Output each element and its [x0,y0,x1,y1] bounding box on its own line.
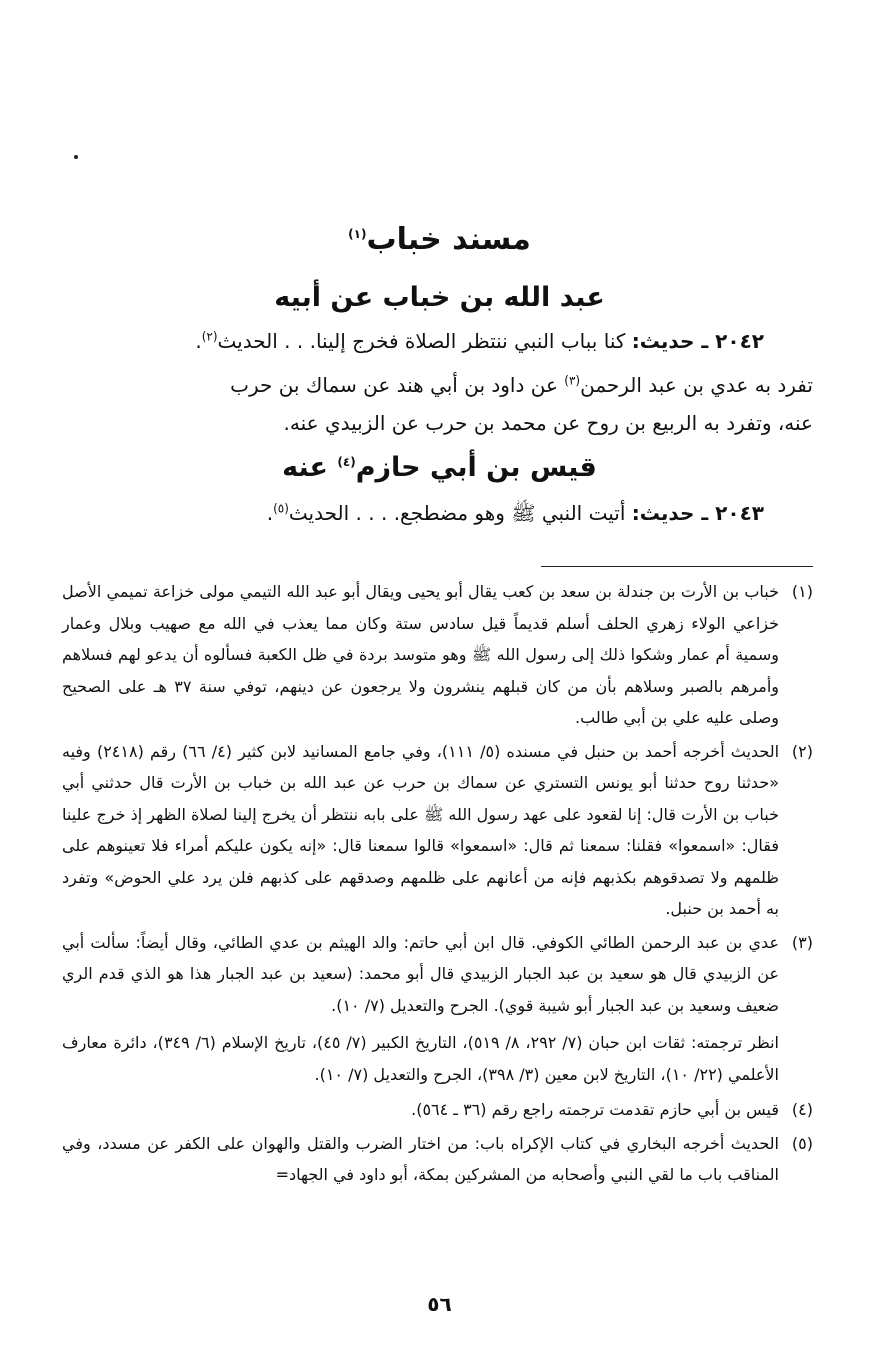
hadith-2042 [60,326,764,356]
hadith-number: ٢٠٤٣ ـ حديث: [631,501,764,525]
footnote-number: (١) [791,582,813,601]
footnote-2 [62,736,813,925]
section2-text: قيس بن أبي حازم [355,452,597,483]
footnote-number: (٤) [791,1100,813,1119]
footnote-text: عدي بن عبد الرحمن الطائي الكوفي. قال ابن أبي حاتم: والد الهيثم بن عدي الطائي، وقال أيضاً: سألت أبي عن الزبيدي قال هو سعيد بن عبد الجبار الزبيدي قال أبو محمد: (سعيد بن عبد الجبار هذا هو الذي قدم الري ضعيف وسعيد بن عبد الجبار أبو شيبة قوي). الجرح والتعديل (٧/ ١٠). [62,932,779,1015]
section-heading-1: عبد الله بن خباب عن أبيه [274,282,605,313]
page-title [0,222,879,257]
hadith-text: كنا بباب النبي ننتظر الصلاة فخرج إلينا. . . الحديث [217,329,626,353]
footnote-1 [62,576,813,734]
footnote-5 [62,1128,813,1191]
title-footnote-ref: (١) [348,227,367,241]
narration-part-b: عن داود بن أبي هند عن سماك بن حرب [230,373,558,397]
hadith-tail: . [266,501,274,525]
narration-part-a: تفرد به عدي بن عبد الرحمن [580,373,813,397]
footnote-text: الحديث أخرجه البخاري في كتاب الإكراه باب: من اختار الضرب والقتل والهوان على الكفر عن مسدد، وفي المناقب باب ما لقي النبي وأصحابه من المشركين بمكة، أبو داود في الجهاد= [62,1133,779,1184]
footnote-text: خباب بن الأرت بن جندلة بن سعد بن كعب يقال أبو يحيى ويقال أبو عبد الله التيمي مولى خزاعة تميمي الأصل خزاعي الولاء زهري الحلف أسلم قديماً قيل سادس ستة وكان مما يعذب في الله مع صهيب وبلال وعمار وسمية أم عمار وشكوا ذلك إلى رسول الله ﷺ وهو متوسد بردة في ظل الكعبة فسألوه أن يدعو لهم فسلاهم وأمرهم بالصبر وسلاهم بأن من كان قبلهم ينشرون ولا يرجعون عن دينهم، توفي سنة ٣٧ هـ على الصحيح وصلى عليه علي بن أبي طالب. [62,582,779,727]
narration-line-2: عنه، وتفرد به الربيع بن روح عن محمد بن حرب عن الزبيدي عنه. [283,411,813,435]
footnote-4 [62,1094,813,1126]
footnote-3-continuation: انظر ترجمته: ثقات ابن حبان (٧/ ٢٩٢، ٨/ ٥١٩)، التاريخ الكبير (٧/ ٤٥)، تاريخ الإسلام (٦/ ٣٤٩)، دائرة معارف الأعلمي (٢٢/ ١٠)، التاريخ لابن معين (٣/ ٣٩٨)، الجرح والتعديل (٧/ ١٠). [62,1033,779,1084]
footnote-number: (٢) [791,741,813,761]
footnotes [62,576,813,1193]
footnote-3 [62,927,813,1022]
footnote-text: الحديث أخرجه أحمد بن حنبل في مسنده (٥/ ١١١)، وفي جامع المسانيد لابن كثير (٤/ ٦٦) رقم (٢٤١٨) وفيه «حدثنا روح حدثنا أبو يونس التستري عن سماك بن حرب عن عبد الله بن خباب بن الأرت قال حدثني أبي خباب بن الأرت قال: إنا لقعود على عهد رسول الله ﷺ على بابه ننتظر أن يخرج إلينا لصلاة الظهر إذ خرج علينا فقال: «اسمعوا» فقلنا: سمعنا ثم قال: «اسمعوا» قالوا سمعنا قال: «إنه يكون عليكم أمراء فلا تعينوهم على ظلمهم ولا تصدقوهم بكذبهم فإنه من أعانهم على ظلمهم وصدقهم على كذبهم فلن يرد علي الحوض» وتفرد به أحمد بن حنبل. [62,741,780,918]
hadith-tail: . [195,329,202,353]
hadith-number: ٢٠٤٢ ـ حديث: [631,329,764,353]
footnote-number: (٥) [791,1133,813,1153]
footnote-ref: (٢) [201,329,218,344]
narration-line-1 [60,370,813,400]
footnote-separator [541,566,813,567]
hadith-2043 [60,498,764,528]
title-text: مسند خباب [366,222,531,257]
page-number: ٥٦ [427,1292,452,1316]
section2-tail: عنه [282,452,328,483]
hadith-text: أتيت النبي ﷺ وهو مضطجع. . . . الحديث [288,501,626,525]
footnote-ref: (٤) [337,455,356,469]
footnote-number: (٣) [791,932,813,952]
footnote-ref: (٣) [564,373,581,388]
section-heading-2 [0,452,879,483]
stray-dot [74,155,78,159]
footnote-ref: (٥) [273,501,289,516]
footnote-text: قيس بن أبي حازم تقدمت ترجمته راجع رقم (٣٦ ـ ٥٦٤). [411,1100,779,1119]
